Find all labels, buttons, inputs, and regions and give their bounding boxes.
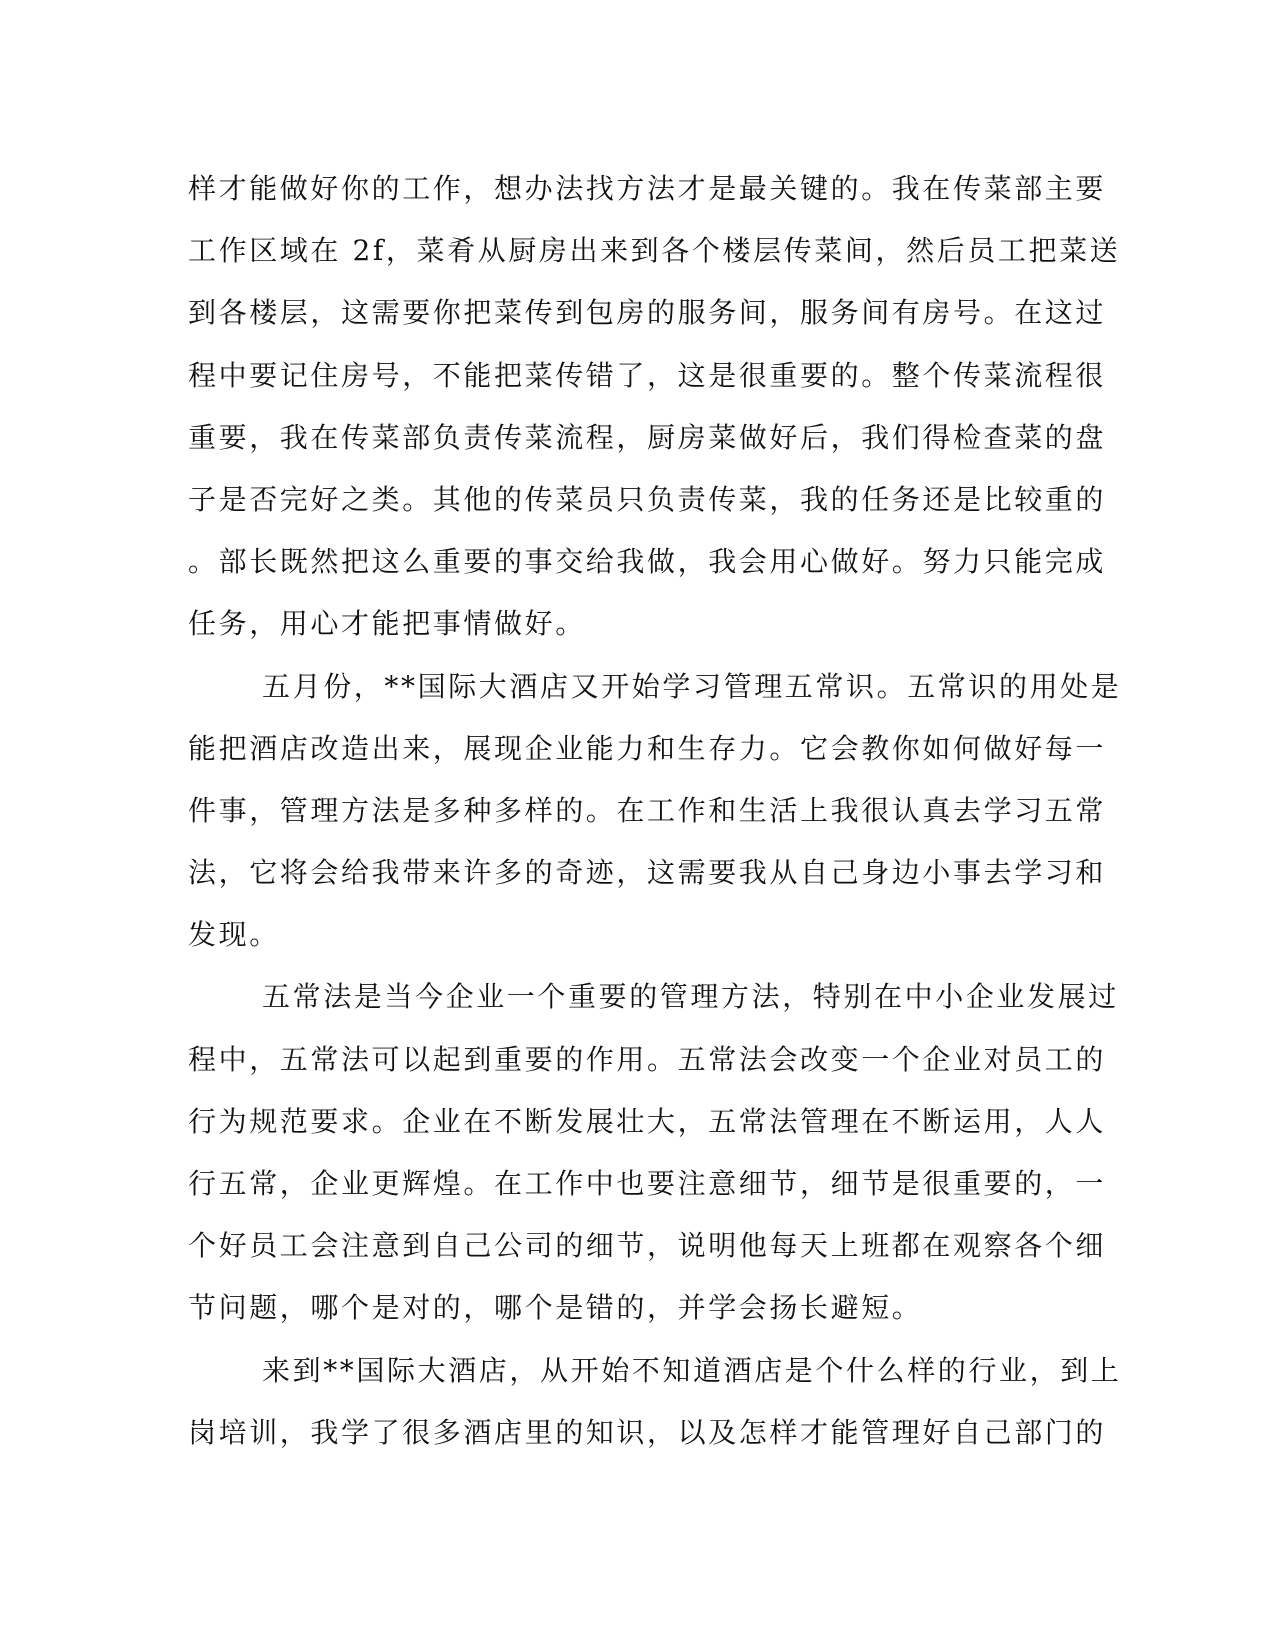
text-line: 到各楼层，这需要你把菜传到包房的服务间，服务间有房号。在这过 — [188, 296, 1107, 330]
text-line: 行为规范要求。企业在不断发展壮大，五常法管理在不断运用，人人 — [188, 1104, 1107, 1138]
text-line: 样才能做好你的工作，想办法找方法才是最关键的。我在传菜部主要 — [188, 172, 1107, 205]
text-line: 能把酒店改造出来，展现企业能力和生存力。它会教你如何做好每一 — [188, 731, 1107, 765]
paragraph-start-line: 来到**国际大酒店，从开始不知道酒店是个什么样的行业，到上 — [262, 1353, 1122, 1387]
paragraph-start-line: 五常法是当今企业一个重要的管理方法，特别在中小企业发展过 — [262, 980, 1119, 1014]
text-line: 法，它将会给我带来许多的奇迹，这需要我从自己身边小事去学习和 — [188, 856, 1107, 890]
text-line: 任务，用心才能把事情做好。 — [188, 607, 586, 641]
text-line: 程中，五常法可以起到重要的作用。五常法会改变一个企业对员工的 — [188, 1042, 1107, 1076]
text-line: 重要，我在传菜部负责传菜流程，厨房菜做好后，我们得检查菜的盘 — [188, 420, 1107, 454]
text-line: 工作区域在 2f，菜肴从厨房出来到各个楼层传菜间，然后员工把菜送 — [188, 234, 1121, 268]
text-line: 节问题，哪个是对的，哪个是错的，并学会扬长避短。 — [188, 1291, 923, 1325]
document-body — [188, 158, 1122, 1464]
text-line: 个好员工会注意到自己公司的细节，说明他每天上班都在观察各个细 — [188, 1229, 1107, 1263]
text-line: 。部长既然把这么重要的事交给我做，我会用心做好。努力只能完成 — [188, 545, 1107, 579]
text-line: 件事，管理方法是多种多样的。在工作和生活上我很认真去学习五常 — [188, 793, 1107, 827]
text-line: 发现。 — [188, 918, 280, 952]
text-line: 岗培训，我学了很多酒店里的知识，以及怎样才能管理好自己部门的 — [188, 1415, 1107, 1449]
paragraph-start-line: 五月份，**国际大酒店又开始学习管理五常识。五常识的用处是 — [262, 669, 1122, 703]
text-line: 行五常，企业更辉煌。在工作中也要注意细节，细节是很重要的，一 — [188, 1167, 1107, 1200]
text-line: 程中要记住房号，不能把菜传错了，这是很重要的。整个传菜流程很 — [188, 358, 1107, 392]
text-line: 子是否完好之类。其他的传菜员只负责传菜，我的任务还是比较重的 — [188, 482, 1107, 516]
